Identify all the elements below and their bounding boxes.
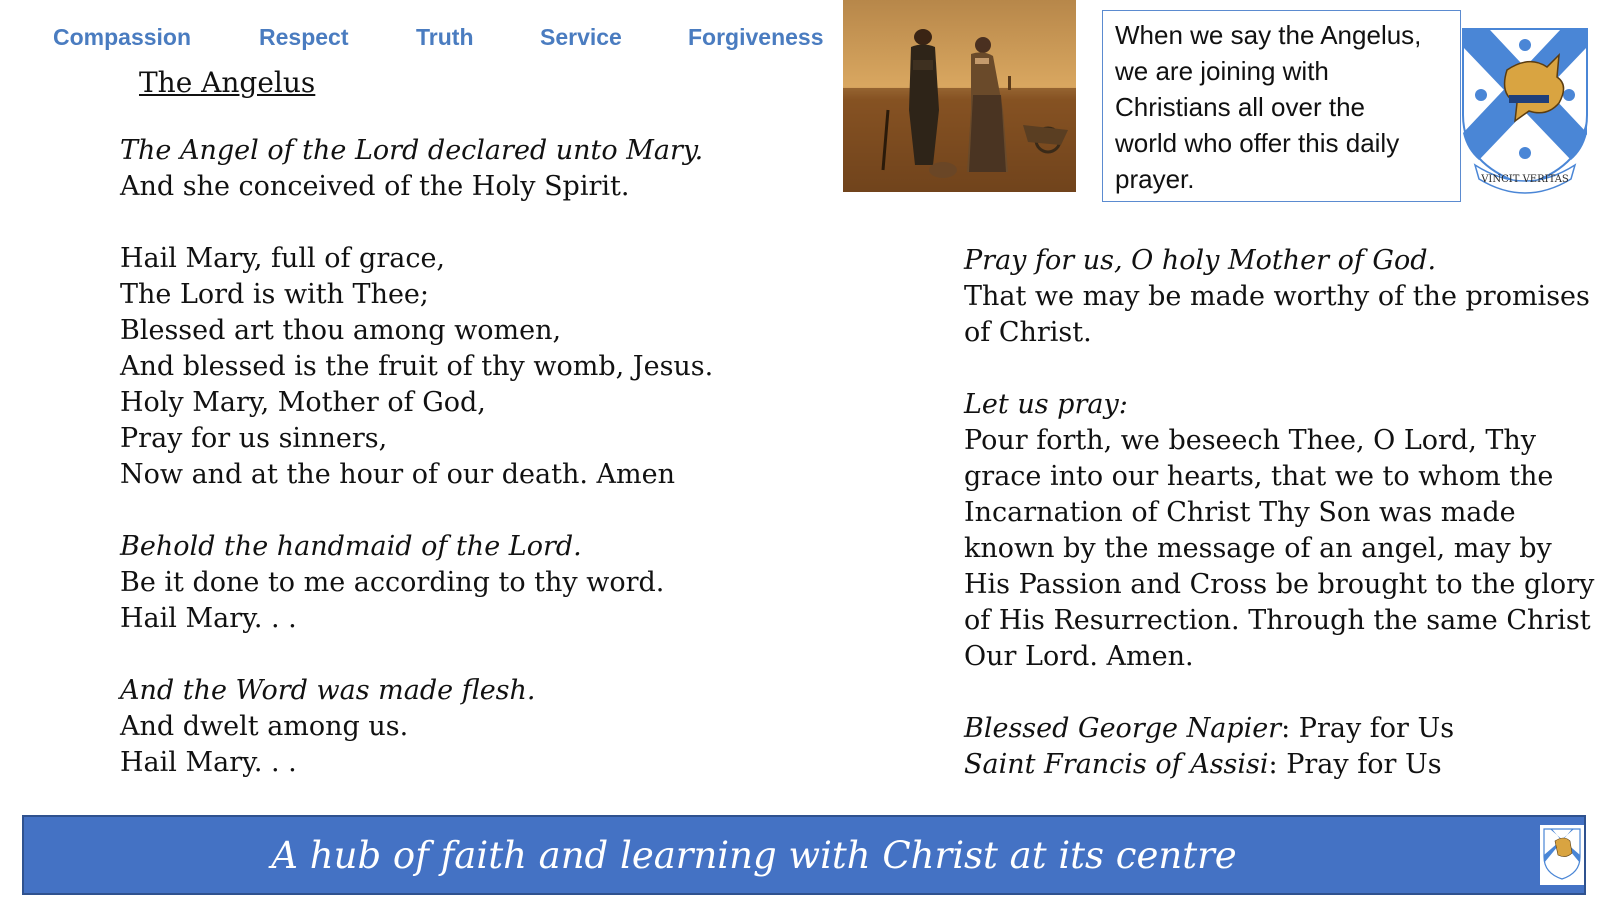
invocation-response: : Pray for Us (1281, 713, 1455, 744)
prayer-line: His Passion and Cross be brought to the glory (964, 569, 1595, 600)
callout-line: world who offer this daily (1115, 128, 1400, 158)
page-title: The Angelus (139, 66, 316, 99)
stanza-gap (964, 675, 1594, 711)
value-truth: Truth (416, 24, 474, 50)
stanza-gap (120, 493, 713, 529)
prayer-line: And dwelt among us. (120, 711, 409, 742)
prayer-line: Pray for us, O holy Mother of God. (964, 245, 1437, 276)
prayer-line: of Christ. (964, 317, 1092, 348)
prayer-line: Hail Mary. . . (120, 747, 297, 778)
prayer-line: Be it done to me according to thy word. (120, 567, 665, 598)
value-forgiveness: Forgiveness (688, 24, 824, 50)
prayer-line: Let us pray: (964, 389, 1128, 420)
crest-motto: VINCIT VERITAS (1481, 174, 1569, 185)
prayer-line: known by the message of an angel, may by (964, 533, 1552, 564)
stanza-gap (120, 205, 713, 241)
prayer-right-column (964, 243, 1594, 783)
mini-crest-icon (1540, 825, 1584, 885)
prayer-line: And the Word was made flesh. (120, 675, 536, 706)
prayer-line: The Angel of the Lord declared unto Mary. (120, 135, 704, 166)
school-values-bar (0, 24, 840, 54)
prayer-line: Hail Mary, full of grace, (120, 243, 446, 274)
callout-line: Christians all over the (1115, 92, 1365, 122)
footer-banner (22, 815, 1586, 895)
angelus-painting (843, 0, 1076, 192)
stanza-gap (964, 351, 1594, 387)
angelus-callout (1102, 10, 1461, 202)
prayer-line (964, 711, 1594, 747)
value-compassion: Compassion (53, 24, 192, 50)
prayer-line: Now and at the hour of our death. Amen (120, 459, 675, 490)
value-service: Service (540, 24, 622, 50)
prayer-line: Holy Mary, Mother of God, (120, 387, 486, 418)
prayer-line: Our Lord. Amen. (964, 641, 1194, 672)
callout-line: prayer. (1115, 164, 1195, 194)
prayer-line: The Lord is with Thee; (120, 279, 430, 310)
prayer-left-column (120, 133, 713, 781)
prayer-line (964, 747, 1594, 783)
stanza-gap (120, 637, 713, 673)
prayer-line: Behold the handmaid of the Lord. (120, 531, 582, 562)
prayer-line: Pray for us sinners, (120, 423, 388, 454)
prayer-line: Blessed art thou among women, (120, 315, 562, 346)
school-crest (1459, 25, 1591, 197)
invocation-response: : Pray for Us (1268, 749, 1442, 780)
value-respect: Respect (259, 24, 349, 50)
callout-line: When we say the Angelus, (1115, 20, 1422, 50)
prayer-line: of His Resurrection. Through the same Christ (964, 605, 1591, 636)
banner-text: A hub of faith and learning with Christ at its centre (271, 833, 1237, 877)
prayer-line: Incarnation of Christ Thy Son was made (964, 497, 1516, 528)
prayer-line: Pour forth, we beseech Thee, O Lord, Thy (964, 425, 1537, 456)
prayer-line: And blessed is the fruit of thy womb, Jesus. (120, 351, 714, 382)
invocation-name: Saint Francis of Assisi (964, 749, 1269, 780)
prayer-line: And she conceived of the Holy Spirit. (120, 171, 630, 202)
callout-line: we are joining with (1115, 56, 1329, 86)
prayer-line: That we may be made worthy of the promises (964, 281, 1590, 312)
prayer-line: grace into our hearts, that we to whom the (964, 461, 1554, 492)
invocation-name: Blessed George Napier (964, 713, 1282, 744)
prayer-line: Hail Mary. . . (120, 603, 297, 634)
